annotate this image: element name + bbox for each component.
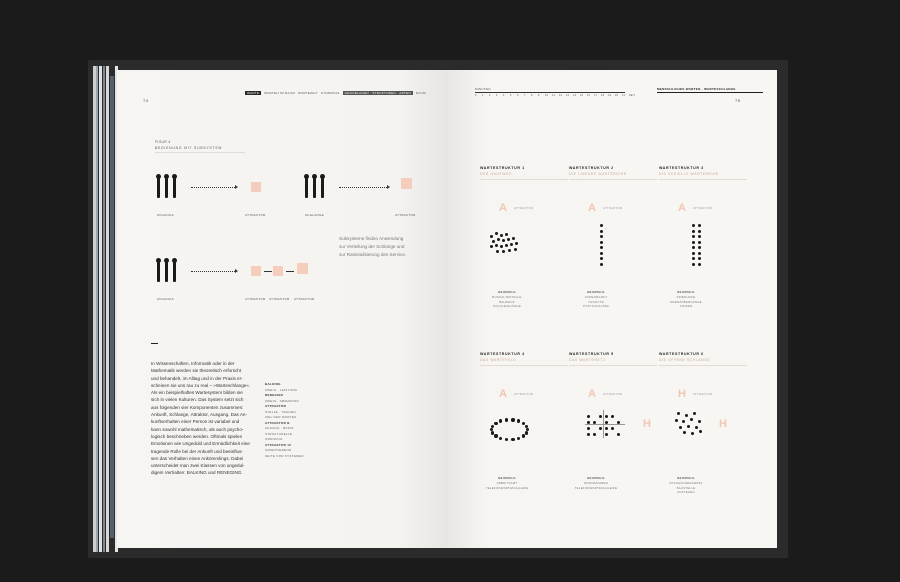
figure-label-small: ATTRAKTOR [245, 213, 266, 217]
attractor-label: ATTRAKTOR [603, 206, 623, 210]
ruler-number: 12 [559, 94, 563, 97]
attractor-label: ATTRAKTOR [693, 206, 713, 210]
flow-line [191, 187, 235, 188]
queue-dot [698, 230, 701, 233]
header-rule [657, 92, 763, 93]
structure-rule [659, 365, 747, 366]
grid-dot [605, 433, 608, 436]
grid-dot [587, 427, 590, 430]
arrow-icon [387, 185, 390, 189]
grid-line [603, 410, 604, 438]
queue-dot [600, 252, 603, 255]
structure-subtitle: DER HAUFWEG [480, 172, 513, 176]
grid-dot [605, 427, 608, 430]
ruler-number: 1 [482, 94, 484, 97]
structure-rule [480, 365, 568, 366]
structure-rule [569, 365, 657, 366]
structure-subtitle: DAS WARTENETZ [569, 358, 606, 362]
cluster-dot [699, 430, 702, 433]
cluster-dot [682, 420, 685, 423]
figure-title: BEDIENUNG MIT SUBSYSTEM [155, 146, 223, 150]
side-column: BALKING ZWEIG · LEISTUNG RENEGING ZWEIG · ABWARTEN ATTRAKTOR STELLE · TRAGEN ZIEL DER WARTEN ATTRAKTOR B ZUGANG · BASIS STRUKTURELLE ORDNUNG ATTRAKTOR 10 ORIENTIEREND SEITE VON SYSTEMEN [265, 382, 304, 458]
arrow-icon [235, 269, 238, 273]
queue-dot [692, 241, 695, 244]
queue-dot [698, 241, 701, 244]
attractor-square [251, 266, 261, 276]
cluster-dot [685, 414, 688, 417]
attractor-square [251, 182, 261, 192]
cluster-dot [496, 250, 499, 253]
figure-label: FIGUR 4 [155, 140, 171, 144]
queue-dot [600, 230, 603, 233]
example-item: ANSTEHEN [677, 490, 695, 495]
structure-rule [659, 179, 747, 180]
ruler-number: 10 [545, 94, 549, 97]
cluster-dot [505, 244, 508, 247]
example-item: TANKEN [679, 304, 693, 309]
figure-label-small: SCHLANGE [305, 213, 324, 217]
figure-label-small: ATTRAKTOR [395, 213, 416, 217]
example-item: TOILETTE [588, 299, 604, 304]
queue-dot [698, 235, 701, 238]
ruler-number: 6 [517, 94, 519, 97]
ring-dot [494, 422, 497, 425]
ring-dot [499, 437, 502, 440]
queue-dot [698, 263, 701, 266]
cluster-dot [510, 243, 513, 246]
grid-dot [599, 415, 602, 418]
example-item: FRIEDHOFE [676, 295, 696, 299]
cluster-dot [514, 248, 517, 251]
people-group [155, 174, 185, 200]
structure-title: WARTESTRUKTUR 5 [569, 352, 614, 356]
ring-dot [494, 434, 497, 437]
cluster-dot [683, 431, 686, 434]
examples-label: BEISPIELE [677, 476, 695, 480]
queue-dot [600, 224, 603, 227]
nav-item[interactable]: RAUM [415, 90, 426, 95]
grid-dot [611, 415, 614, 418]
queue-dot [692, 235, 695, 238]
nav-item[interactable]: STIMMUNG [320, 90, 340, 95]
top-nav [245, 90, 426, 95]
example-item: SUPERMARKT [584, 295, 608, 299]
ring-dot [505, 438, 508, 441]
structure-rule [480, 179, 568, 180]
attractor-label: ATTRAKTOR [603, 392, 623, 396]
queue-dot [692, 246, 695, 249]
cluster-dot [691, 432, 694, 435]
example-item: WARTEZIMMER [583, 481, 609, 485]
ring-dot [511, 418, 514, 421]
queue-dot [692, 257, 695, 260]
ruler-numbers [475, 94, 636, 98]
example-item: FUSSGÄNGERAMPEL [669, 481, 703, 485]
flow-line [339, 187, 387, 188]
cluster-dot [500, 245, 503, 248]
ruler-label: MINUTEN [475, 87, 491, 91]
ring-dot [511, 438, 514, 441]
structure-subtitle: DIE SERIELLE WARTEREIHE [659, 172, 719, 176]
ruler-number: 3 [496, 94, 498, 97]
figure-label-small: ATTRAKTOR [269, 297, 290, 301]
cluster-dot [679, 426, 682, 429]
queue-dot [698, 224, 701, 227]
ruler-number: 0 [475, 94, 477, 97]
example-item: BUSHALTESTELLE [492, 295, 522, 299]
nav-active[interactable]: WARTE [247, 90, 260, 95]
figure-rule [155, 152, 245, 153]
attractor-square [401, 178, 412, 189]
example-item: ARBEITSAMT [496, 481, 518, 485]
cluster-dot [500, 234, 503, 237]
cluster-dot [690, 418, 693, 421]
ruler-number: 18 [601, 94, 605, 97]
figure-label-small: ZUGANGS [157, 213, 174, 217]
attractor-letter: A [499, 388, 507, 400]
queue-dot [698, 246, 701, 249]
flow-line [191, 271, 235, 272]
ruler-number: 16 [587, 94, 591, 97]
connector-line [286, 271, 294, 272]
attractor-label: ATTRAKTOR [514, 206, 534, 210]
ruler-number: 9 [538, 94, 540, 97]
structure-title: WARTESTRUKTUR 1 [480, 166, 525, 170]
ring-dot [491, 425, 494, 428]
cluster-dot [502, 239, 505, 242]
ruler-number: 20 [615, 94, 619, 97]
attractor-letter: A [588, 388, 596, 400]
cluster-dot [507, 238, 510, 241]
structure-subtitle: DIE OFFENE SCHLANGE [659, 358, 711, 362]
arrow-icon [235, 185, 238, 189]
example-item: POSTSCHALTER [583, 304, 609, 309]
queue-dot [600, 246, 603, 249]
examples-label: BEISPIELE [498, 476, 516, 480]
structure-title: WARTESTRUKTUR 3 [659, 166, 704, 170]
ruler-number: 14 [573, 94, 577, 97]
nav-item[interactable]: WARTEZEIT [298, 90, 318, 95]
cluster-dot [695, 426, 698, 429]
grid-dot [617, 433, 620, 436]
nav-item[interactable]: WARTEN IM RAUM [264, 90, 296, 95]
attractor-letter: H [678, 388, 686, 400]
right-page [447, 70, 777, 548]
header-title: MENSCHLICHES WARTEN · WARTESCHLANGE [657, 87, 736, 91]
example-item: BAHNHOF [499, 299, 515, 304]
ruler-number: 8 [531, 94, 533, 97]
examples-label: BEISPIELE [498, 290, 516, 294]
attractor-square [273, 266, 283, 276]
queue-dot [692, 230, 695, 233]
ring-dot [517, 437, 520, 440]
cluster-dot [492, 240, 495, 243]
left-page [117, 70, 447, 548]
queue-dot [692, 252, 695, 255]
cluster-dot [675, 419, 678, 422]
cluster-dot [505, 233, 508, 236]
queue-dot [600, 241, 603, 244]
queue-dot [698, 252, 701, 255]
ruler-number: ZEIT [629, 94, 636, 97]
grid-dot [611, 427, 614, 430]
structure-title: WARTESTRUKTUR 4 [480, 352, 525, 356]
page-number: 74 [143, 98, 149, 103]
text-rule [151, 343, 158, 344]
cluster-dot [508, 249, 511, 252]
example-item: SCHULEINGÄNGE [492, 304, 522, 309]
grid-dot [587, 415, 590, 418]
ruler-number: 2 [489, 94, 491, 97]
structure-subtitle: DIE LINEARE WARTEREIHE [569, 172, 627, 176]
ring-dot [522, 434, 525, 437]
cluster-dot [490, 245, 493, 248]
queue-dot [600, 263, 603, 266]
attractor-letter: H [643, 418, 651, 430]
cluster-dot [495, 244, 498, 247]
ruler-number: 19 [608, 94, 612, 97]
example-item: BAUSTELLE [676, 485, 696, 490]
structure-title: WARTESTRUKTUR 2 [569, 166, 614, 170]
examples-label: BEISPIELE [587, 476, 605, 480]
ruler-number: 5 [510, 94, 512, 97]
attractor-square [297, 263, 308, 274]
examples-label: BEISPIELE [587, 290, 605, 294]
cluster-dot [502, 250, 505, 253]
grid-line [585, 424, 625, 425]
figure-label-small: ATTRAKTOR [245, 297, 266, 301]
cluster-dot [677, 412, 680, 415]
cluster-dot [687, 425, 690, 428]
people-group [155, 258, 185, 284]
example-item: TELEFONWARTESCHLEIFE [485, 485, 529, 490]
cluster-dot [495, 232, 498, 235]
connector-line [264, 271, 272, 272]
cluster-dot [515, 242, 518, 245]
body-text: In Wissenschaften, Informatik oder in der Mathematik werden sie theoretisch erforscht und behandelt, im Alltag und in der Praxis er- scheinen sie uns rau zu real – »Warteschlange«. Als ein beispielhaftes Wartesystem bilden sie sich in vielen Kulturen. Das System setzt sich aus folgenden vier Komponenten zusammen: Ankunft, Schlange, Attraktor, Ausgang. Das An- kunftverhalten einer Person ist variabel und kann sowohl mathematisch, als auch psycho- logisch beschrieben werden. Oftmals spielen Emotionen wie Ungeduld und Ermüdlichkeit eine tragende Rolle bei der Ankunft und beeinflus- sen das Verhalten eines Ankömmlings. Dabei unterscheidet man zwei Klassen von ungedul- digem Verhalten: BALKING und RENEGING. [151, 361, 251, 476]
ruler-number: 11 [552, 94, 556, 97]
figure-label-small: ATTRAKTOR [294, 297, 315, 301]
grid-dot [587, 433, 590, 436]
ring-dot [499, 419, 502, 422]
cluster-dot [512, 237, 515, 240]
attractor-letter: H [719, 418, 727, 430]
attractor-letter: A [678, 202, 686, 214]
queue-dot [600, 235, 603, 238]
grid-dot [605, 415, 608, 418]
ring-dot [525, 431, 528, 434]
ruler-number: 13 [566, 94, 570, 97]
ruler-number: 4 [503, 94, 505, 97]
attractor-letter: A [499, 202, 507, 214]
figure-caption: Subsysteme finden Anwendung zur Verteilung der Schlange und zur Rationalisierung des Service. [339, 236, 407, 257]
queue-dot [600, 257, 603, 260]
ruler-number: 17 [594, 94, 598, 97]
attractor-label: ATTRAKTOR [514, 392, 534, 396]
ring-dot [517, 419, 520, 422]
page-number: 75 [735, 98, 741, 103]
timeline-ruler [475, 92, 625, 93]
people-group [303, 174, 333, 200]
structure-title: WARTESTRUKTUR 6 [659, 352, 704, 356]
grid-dot [599, 427, 602, 430]
cluster-dot [497, 238, 500, 241]
structure-rule [569, 179, 657, 180]
nav-highlight[interactable]: GRUNDLAGEN · STRUKTUREN · ARTEN [344, 90, 411, 95]
structure-subtitle: DAS WARTEFELD [480, 358, 517, 362]
figure-label-small: ZUGANGS [157, 297, 174, 301]
example-item: GRENZÜBERGÄNGE [670, 299, 702, 304]
cluster-dot [698, 420, 701, 423]
examples-label: BEISPIELE [677, 290, 695, 294]
attractor-letter: A [588, 202, 596, 214]
grid-dot [593, 433, 596, 436]
ruler-number: 7 [524, 94, 526, 97]
example-item: TELEFONWARTESCHLEIFE [574, 485, 618, 490]
attractor-label: ATTRAKTOR [693, 392, 713, 396]
queue-dot [692, 263, 695, 266]
cluster-dot [693, 412, 696, 415]
ring-dot [505, 418, 508, 421]
ruler-number: 15 [580, 94, 584, 97]
cluster-dot [490, 235, 493, 238]
queue-dot [698, 257, 701, 260]
queue-dot [692, 224, 695, 227]
ruler-number: 21 [622, 94, 626, 97]
